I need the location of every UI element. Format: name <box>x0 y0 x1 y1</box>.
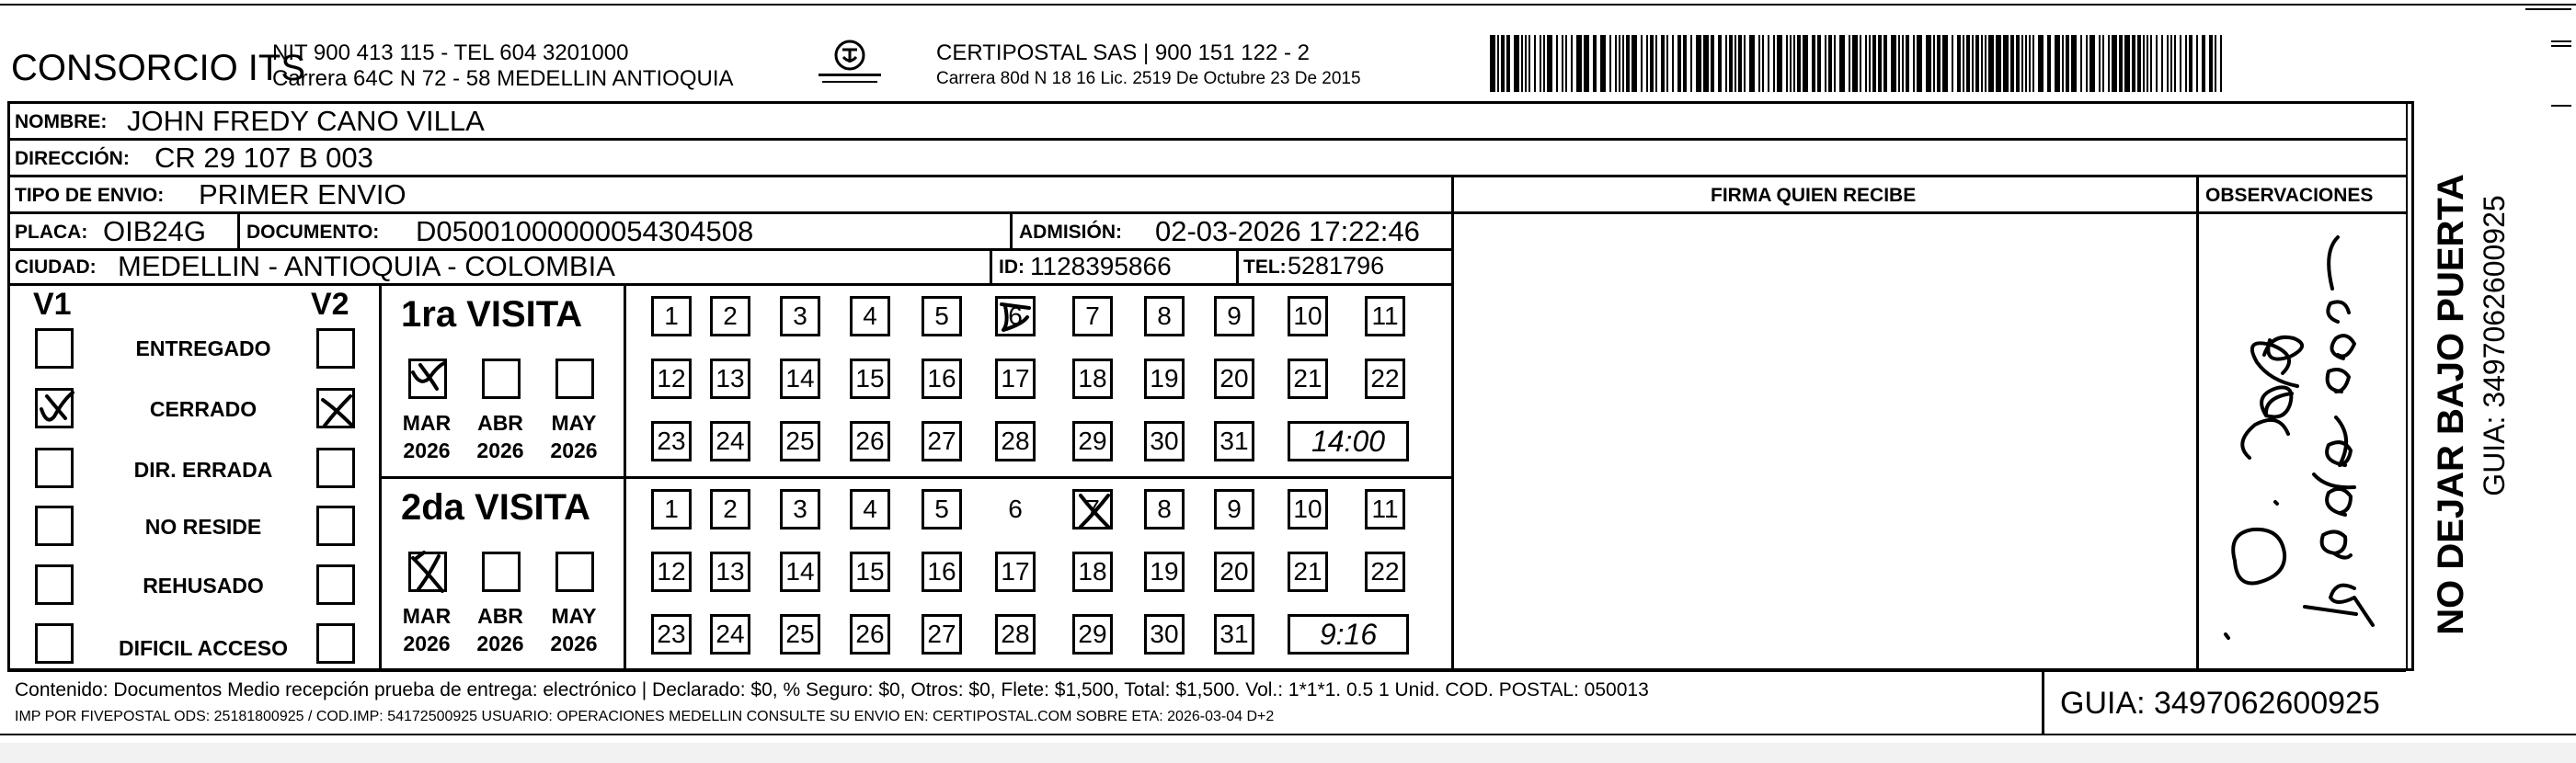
side-guia: GUIA: 3497062600925 <box>2478 195 2511 496</box>
day-box[interactable] <box>710 359 750 399</box>
day-box[interactable] <box>1365 359 1405 399</box>
placa-value: OIB24G <box>103 215 206 247</box>
day-number: 10 <box>1293 302 1322 330</box>
day-number: 12 <box>657 557 686 586</box>
v1-checkbox[interactable] <box>35 623 74 664</box>
day-number: 12 <box>657 364 686 393</box>
observaciones-label: OBSERVACIONES <box>2205 185 2374 206</box>
day-number: 16 <box>927 364 956 393</box>
day-box[interactable] <box>850 296 890 336</box>
day-number: 30 <box>1150 620 1179 648</box>
v1-checkbox[interactable] <box>35 564 74 605</box>
day-number: 21 <box>1293 557 1322 586</box>
month-label: MAR <box>402 411 452 435</box>
day-box[interactable] <box>995 359 1036 399</box>
day-box[interactable] <box>1144 552 1185 592</box>
status-label: DIR. ERRADA <box>133 458 273 482</box>
day-number: 9 <box>1227 302 1242 330</box>
day-box[interactable] <box>1072 489 1113 530</box>
day-box[interactable] <box>922 489 962 530</box>
certipostal-line: CERTIPOSTAL SAS | 900 151 122 - 2 <box>936 40 1310 65</box>
day-box[interactable] <box>850 421 890 461</box>
day-number: 6 <box>1008 495 1023 523</box>
day-box[interactable] <box>922 359 962 399</box>
footer-guia: GUIA: 3497062600925 <box>2060 686 2380 721</box>
year-label: 2026 <box>550 632 598 655</box>
v1-checkbox[interactable] <box>35 506 74 546</box>
nombre-value: JOHN FREDY CANO VILLA <box>127 105 485 137</box>
month-checkbox[interactable] <box>482 359 521 399</box>
day-number: 23 <box>657 620 686 648</box>
handwritten-observation <box>2198 211 2406 667</box>
day-number: 15 <box>855 364 885 393</box>
day-box[interactable] <box>710 614 750 655</box>
day-box[interactable] <box>1144 614 1185 655</box>
right-panel-divider <box>2406 101 2408 671</box>
v2-label: V2 <box>311 287 349 322</box>
day-number: 17 <box>1001 557 1030 586</box>
day-box[interactable] <box>1365 296 1405 336</box>
v2-checkbox[interactable] <box>316 388 355 428</box>
day-number: 4 <box>863 495 877 523</box>
day-box[interactable] <box>710 296 750 336</box>
day-box[interactable] <box>922 296 962 336</box>
v2-checkbox[interactable] <box>316 506 355 546</box>
firma-label: FIRMA QUIEN RECIBE <box>1711 185 1917 206</box>
month-label: MAY <box>551 604 597 628</box>
day-box[interactable] <box>1214 489 1254 530</box>
v2-checkbox[interactable] <box>316 623 355 664</box>
day-box[interactable] <box>995 296 1036 336</box>
day-box[interactable] <box>1288 359 1328 399</box>
day-box[interactable] <box>1214 614 1254 655</box>
status-label: CERRADO <box>149 397 258 421</box>
day-number: 25 <box>785 620 815 648</box>
day-number: 7 <box>1085 302 1100 330</box>
day-number: 22 <box>1370 364 1400 393</box>
documento-label: DOCUMENTO: <box>246 222 380 243</box>
month-checkbox[interactable] <box>408 552 447 592</box>
certipostal-logo <box>813 39 887 90</box>
day-number: 10 <box>1293 495 1322 523</box>
day-box[interactable] <box>1072 552 1113 592</box>
day-box[interactable] <box>1214 359 1254 399</box>
day-box[interactable] <box>850 489 890 530</box>
tel-label: TEL: <box>1243 256 1287 278</box>
day-number: 31 <box>1219 427 1249 455</box>
day-box[interactable] <box>651 614 692 655</box>
v1-label: V1 <box>33 287 72 322</box>
day-number: 27 <box>927 427 956 455</box>
day-number: 25 <box>785 427 815 455</box>
day-box[interactable] <box>1144 296 1185 336</box>
day-number: 29 <box>1078 427 1107 455</box>
day-box[interactable] <box>995 614 1036 655</box>
admision-label: ADMISIÓN: <box>1019 222 1122 243</box>
footer-imp: IMP POR FIVEPOSTAL ODS: 25181800925 / COD.IMP: 54172500925 USUARIO: OPERACIONES MEDELLIN CONSULTE SU ENVIO EN: CERTIPOSTAL.COM SOBRE ETA: 2026-03-04 D+2 <box>15 709 1275 724</box>
ciudad-value: MEDELLIN - ANTIOQUIA - COLOMBIA <box>118 250 615 282</box>
day-number: 23 <box>657 427 686 455</box>
day-box[interactable] <box>1072 296 1113 336</box>
day-number: 13 <box>716 364 745 393</box>
day-box[interactable] <box>780 614 820 655</box>
visit-title: 2da VISITA <box>401 487 590 528</box>
day-box[interactable] <box>1072 614 1113 655</box>
id-label: ID: <box>999 256 1025 278</box>
day-number: 26 <box>855 427 885 455</box>
company-address: Carrera 64C N 72 - 58 MEDELLIN ANTIOQUIA <box>272 66 734 91</box>
day-box[interactable] <box>1214 421 1254 461</box>
day-box[interactable] <box>780 552 820 592</box>
day-number: 13 <box>716 557 745 586</box>
month-label: MAY <box>551 411 597 435</box>
company-name: CONSORCIO ITS <box>11 48 306 88</box>
day-number: 1 <box>664 495 679 523</box>
day-number: 14 <box>785 557 815 586</box>
nit-line: NIT 900 413 115 - TEL 604 3201000 <box>272 40 629 65</box>
day-number: 28 <box>1001 620 1030 648</box>
day-number: 5 <box>934 495 949 523</box>
day-box[interactable] <box>922 614 962 655</box>
direccion-label: DIRECCIÓN: <box>15 148 130 169</box>
day-number: 26 <box>855 620 885 648</box>
day-box[interactable] <box>710 552 750 592</box>
day-number: 11 <box>1371 495 1399 523</box>
day-number: 15 <box>855 557 885 586</box>
day-box[interactable] <box>1288 296 1328 336</box>
day-number: 27 <box>927 620 956 648</box>
visit-time-box[interactable]: 9:16 <box>1288 614 1409 655</box>
day-box[interactable] <box>1072 359 1113 399</box>
day-box[interactable] <box>1072 421 1113 461</box>
id-value: 1128395866 <box>1030 252 1172 280</box>
day-box[interactable] <box>1288 552 1328 592</box>
day-box[interactable] <box>710 489 750 530</box>
day-number: 22 <box>1370 557 1400 586</box>
day-box[interactable] <box>995 552 1036 592</box>
status-label: NO RESIDE <box>144 515 262 539</box>
documento-value: D05001000000054304508 <box>416 215 754 247</box>
day-box[interactable] <box>710 421 750 461</box>
day-number: 9 <box>1227 495 1242 523</box>
day-box[interactable] <box>1144 359 1185 399</box>
day-number: 30 <box>1150 427 1179 455</box>
year-label: 2026 <box>403 438 451 462</box>
day-number: 1 <box>664 302 679 330</box>
day-number: 3 <box>793 302 807 330</box>
v1-checkbox[interactable] <box>35 448 74 488</box>
day-number: 7 <box>1085 495 1100 523</box>
day-number: 3 <box>793 495 807 523</box>
v1-checkbox[interactable] <box>35 388 74 428</box>
day-number: 24 <box>716 620 745 648</box>
day-box[interactable] <box>922 552 962 592</box>
year-label: 2026 <box>550 438 598 462</box>
day-number: 14 <box>785 364 815 393</box>
day-box[interactable] <box>995 421 1036 461</box>
day-box[interactable] <box>850 359 890 399</box>
day-number: 24 <box>716 427 745 455</box>
visit-title: 1ra VISITA <box>401 294 583 335</box>
day-number: 31 <box>1219 620 1249 648</box>
month-label: ABR <box>477 604 523 628</box>
month-label: ABR <box>477 411 523 435</box>
admision-value: 02-03-2026 17:22:46 <box>1155 215 1420 247</box>
day-box[interactable] <box>780 296 820 336</box>
day-number: 2 <box>723 302 738 330</box>
day-box[interactable] <box>1214 552 1254 592</box>
day-number: 5 <box>934 302 949 330</box>
day-number: 28 <box>1001 427 1030 455</box>
month-checkbox[interactable] <box>555 552 594 592</box>
month-checkbox[interactable] <box>482 552 521 592</box>
tipo-envio-label: TIPO DE ENVIO: <box>15 185 165 206</box>
day-box[interactable] <box>922 421 962 461</box>
day-mark-icon <box>1071 488 1117 534</box>
day-number: 20 <box>1219 557 1249 586</box>
day-number: 17 <box>1001 364 1030 393</box>
status-label: ENTREGADO <box>135 336 271 360</box>
day-number: 2 <box>723 495 738 523</box>
v2-checkbox[interactable] <box>316 328 355 369</box>
month-checkbox[interactable] <box>555 359 594 399</box>
day-box[interactable] <box>1288 489 1328 530</box>
status-label: REHUSADO <box>143 574 264 598</box>
day-box[interactable] <box>1365 489 1405 530</box>
day-box[interactable] <box>1214 296 1254 336</box>
status-label: DIFICIL ACCESO <box>118 636 288 660</box>
day-number: 11 <box>1371 302 1399 330</box>
footer-contenido: Contenido: Documentos Medio recepción prueba de entrega: electrónico | Declarado: $0, % Seguro: $0, Otros: $0, Flete: $1,500, Total: $1,500. Vol.: 1*1*1. 0.5 1 Unid. COD. POSTAL: 050013 <box>15 679 1649 700</box>
tel-value: 5281796 <box>1288 252 1385 279</box>
day-box[interactable] <box>850 552 890 592</box>
day-number: 4 <box>863 302 877 330</box>
day-box[interactable] <box>780 489 820 530</box>
day-box[interactable] <box>780 421 820 461</box>
day-box[interactable] <box>651 552 692 592</box>
day-number: 29 <box>1078 620 1107 648</box>
tipo-envio-value: PRIMER ENVIO <box>199 178 406 211</box>
day-number: 19 <box>1150 557 1179 586</box>
day-box[interactable] <box>1144 489 1185 530</box>
day-number: 6 <box>1008 302 1023 330</box>
nombre-label: NOMBRE: <box>15 111 108 132</box>
year-label: 2026 <box>403 632 451 655</box>
day-box[interactable] <box>651 421 692 461</box>
day-box[interactable] <box>651 489 692 530</box>
no-dejar-bajo-puerta: NO DEJAR BAJO PUERTA <box>2431 174 2471 635</box>
v2-checkbox[interactable] <box>316 564 355 605</box>
direccion-value: CR 29 107 B 003 <box>155 142 373 174</box>
v1-checkbox[interactable] <box>35 328 74 369</box>
day-number: 19 <box>1150 364 1179 393</box>
day-box[interactable] <box>651 359 692 399</box>
day-box[interactable] <box>850 614 890 655</box>
v2-checkbox[interactable] <box>316 448 355 488</box>
barcode <box>1490 35 2226 94</box>
day-number: 20 <box>1219 364 1249 393</box>
bottom-edge <box>0 743 2576 763</box>
certipostal-address: Carrera 80d N 18 16 Lic. 2519 De Octubre 23 De 2015 <box>936 69 1361 88</box>
day-mark-icon <box>994 295 1040 341</box>
year-label: 2026 <box>476 438 524 462</box>
day-number: 8 <box>1157 495 1172 523</box>
day-number: 16 <box>927 557 956 586</box>
day-box[interactable] <box>1144 421 1185 461</box>
corner-marks <box>2498 0 2576 133</box>
month-label: MAR <box>402 604 452 628</box>
visit-time-box[interactable]: 14:00 <box>1288 421 1409 461</box>
day-number: 18 <box>1078 364 1107 393</box>
ciudad-label: CIUDAD: <box>15 256 97 278</box>
day-number: 8 <box>1157 302 1172 330</box>
day-box[interactable] <box>780 359 820 399</box>
day-number: 18 <box>1078 557 1107 586</box>
day-box[interactable] <box>995 489 1036 530</box>
day-number: 21 <box>1293 364 1322 393</box>
month-checkbox[interactable] <box>408 359 447 399</box>
year-label: 2026 <box>476 632 524 655</box>
day-box[interactable] <box>651 296 692 336</box>
day-box[interactable] <box>1365 552 1405 592</box>
placa-label: PLACA: <box>15 222 88 243</box>
